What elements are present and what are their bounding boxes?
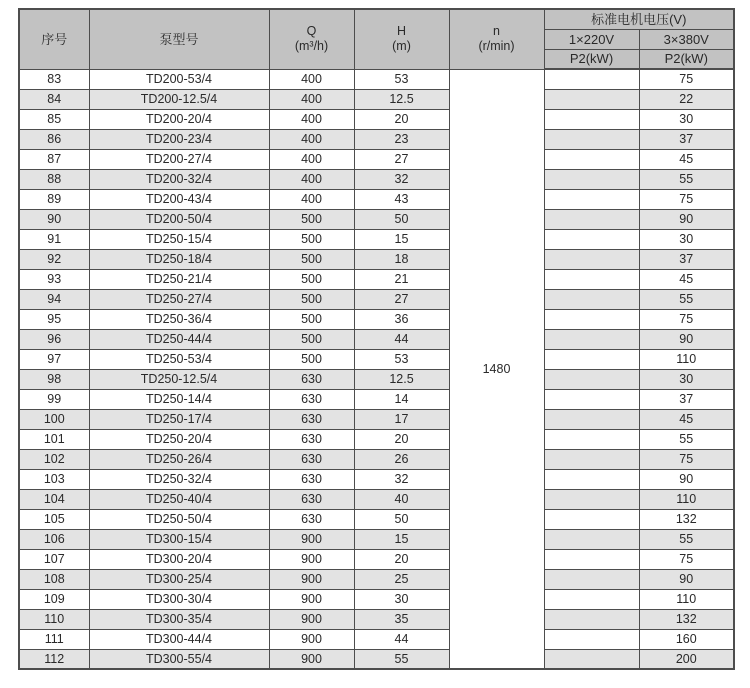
cell-serial: 95 <box>19 309 89 329</box>
cell-serial: 108 <box>19 569 89 589</box>
col-header-p2-380: P2(kW) <box>639 49 734 69</box>
table-row <box>19 169 734 189</box>
cell-q: 500 <box>269 329 354 349</box>
cell-q: 630 <box>269 449 354 469</box>
col-header-380v: 3×380V <box>639 29 734 49</box>
cell-serial: 90 <box>19 209 89 229</box>
cell-model: TD250-53/4 <box>89 349 269 369</box>
cell-q: 400 <box>269 89 354 109</box>
cell-p2-220 <box>544 569 639 589</box>
cell-n-shared: 1480 <box>449 69 544 669</box>
cell-p2-380: 37 <box>639 129 734 149</box>
cell-p2-220 <box>544 169 639 189</box>
cell-p2-220 <box>544 589 639 609</box>
cell-model: TD250-44/4 <box>89 329 269 349</box>
cell-p2-220 <box>544 269 639 289</box>
cell-h: 32 <box>354 169 449 189</box>
table-row <box>19 429 734 449</box>
cell-serial: 112 <box>19 649 89 669</box>
cell-q: 500 <box>269 289 354 309</box>
cell-model: TD200-43/4 <box>89 189 269 209</box>
table-row <box>19 549 734 569</box>
cell-q: 900 <box>269 629 354 649</box>
cell-model: TD250-15/4 <box>89 229 269 249</box>
cell-serial: 92 <box>19 249 89 269</box>
cell-q: 900 <box>269 549 354 569</box>
cell-q: 400 <box>269 129 354 149</box>
table-row <box>19 189 734 209</box>
cell-model: TD250-36/4 <box>89 309 269 329</box>
cell-model: TD250-14/4 <box>89 389 269 409</box>
cell-p2-380: 200 <box>639 649 734 669</box>
cell-q: 400 <box>269 189 354 209</box>
cell-q: 630 <box>269 409 354 429</box>
cell-q: 900 <box>269 649 354 669</box>
n-symbol: n <box>493 24 500 39</box>
cell-model: TD300-30/4 <box>89 589 269 609</box>
cell-h: 25 <box>354 569 449 589</box>
table-row <box>19 309 734 329</box>
cell-p2-220 <box>544 529 639 549</box>
cell-h: 35 <box>354 609 449 629</box>
table-row <box>19 649 734 669</box>
cell-serial: 97 <box>19 349 89 369</box>
cell-p2-380: 37 <box>639 389 734 409</box>
n-unit: (r/min) <box>478 39 515 54</box>
cell-p2-220 <box>544 449 639 469</box>
cell-q: 630 <box>269 429 354 449</box>
cell-model: TD200-12.5/4 <box>89 89 269 109</box>
cell-q: 630 <box>269 369 354 389</box>
table-row <box>19 449 734 469</box>
cell-p2-380: 30 <box>639 369 734 389</box>
cell-p2-220 <box>544 429 639 449</box>
cell-serial: 102 <box>19 449 89 469</box>
cell-h: 12.5 <box>354 369 449 389</box>
cell-serial: 103 <box>19 469 89 489</box>
table-row <box>19 269 734 289</box>
cell-model: TD200-50/4 <box>89 209 269 229</box>
cell-p2-220 <box>544 289 639 309</box>
cell-h: 20 <box>354 549 449 569</box>
h-unit: (m) <box>392 39 411 54</box>
table-row <box>19 249 734 269</box>
cell-p2-380: 160 <box>639 629 734 649</box>
cell-model: TD300-15/4 <box>89 529 269 549</box>
cell-serial: 84 <box>19 89 89 109</box>
table-row <box>19 529 734 549</box>
cell-p2-380: 22 <box>639 89 734 109</box>
cell-q: 630 <box>269 509 354 529</box>
cell-p2-380: 90 <box>639 329 734 349</box>
cell-p2-220 <box>544 129 639 149</box>
cell-p2-220 <box>544 249 639 269</box>
h-symbol: H <box>396 24 407 39</box>
cell-serial: 93 <box>19 269 89 289</box>
cell-model: TD200-32/4 <box>89 169 269 189</box>
cell-serial: 110 <box>19 609 89 629</box>
q-symbol: Q <box>306 24 317 39</box>
cell-q: 630 <box>269 389 354 409</box>
cell-serial: 104 <box>19 489 89 509</box>
cell-p2-380: 55 <box>639 289 734 309</box>
cell-p2-380: 45 <box>639 269 734 289</box>
cell-q: 400 <box>269 69 354 89</box>
table-row <box>19 89 734 109</box>
cell-p2-220 <box>544 149 639 169</box>
table-row <box>19 149 734 169</box>
cell-p2-220 <box>544 649 639 669</box>
cell-p2-380: 30 <box>639 229 734 249</box>
cell-h: 32 <box>354 469 449 489</box>
col-header-p2-220: P2(kW) <box>544 49 639 69</box>
cell-p2-220 <box>544 69 639 89</box>
cell-p2-380: 110 <box>639 589 734 609</box>
table-row <box>19 509 734 529</box>
cell-serial: 89 <box>19 189 89 209</box>
cell-model: TD200-27/4 <box>89 149 269 169</box>
cell-p2-220 <box>544 489 639 509</box>
table-row <box>19 629 734 649</box>
cell-model: TD300-35/4 <box>89 609 269 629</box>
cell-p2-220 <box>544 509 639 529</box>
cell-h: 27 <box>354 289 449 309</box>
col-header-220v: 1×220V <box>544 29 639 49</box>
cell-p2-380: 45 <box>639 409 734 429</box>
col-header-h <box>354 9 449 69</box>
cell-q: 630 <box>269 489 354 509</box>
cell-model: TD200-20/4 <box>89 109 269 129</box>
cell-p2-380: 90 <box>639 209 734 229</box>
cell-model: TD250-20/4 <box>89 429 269 449</box>
cell-p2-380: 110 <box>639 489 734 509</box>
cell-serial: 94 <box>19 289 89 309</box>
cell-h: 40 <box>354 489 449 509</box>
col-header-model: 泵型号 <box>89 9 269 69</box>
table-row <box>19 609 734 629</box>
cell-model: TD250-21/4 <box>89 269 269 289</box>
cell-h: 21 <box>354 269 449 289</box>
cell-model: TD250-17/4 <box>89 409 269 429</box>
table-header <box>19 9 734 69</box>
cell-q: 500 <box>269 249 354 269</box>
cell-h: 15 <box>354 529 449 549</box>
table-row <box>19 349 734 369</box>
cell-h: 17 <box>354 409 449 429</box>
q-unit: (m³/h) <box>294 39 329 54</box>
cell-serial: 99 <box>19 389 89 409</box>
cell-q: 400 <box>269 169 354 189</box>
cell-p2-380: 75 <box>639 189 734 209</box>
cell-h: 14 <box>354 389 449 409</box>
cell-p2-380: 75 <box>639 309 734 329</box>
table-row <box>19 369 734 389</box>
cell-q: 900 <box>269 609 354 629</box>
cell-model: TD300-20/4 <box>89 549 269 569</box>
cell-h: 30 <box>354 589 449 609</box>
cell-p2-380: 110 <box>639 349 734 369</box>
cell-h: 12.5 <box>354 89 449 109</box>
cell-q: 400 <box>269 149 354 169</box>
cell-serial: 109 <box>19 589 89 609</box>
col-header-voltage-group: 标准电机电压(V) <box>544 9 734 29</box>
table-row <box>19 489 734 509</box>
cell-p2-220 <box>544 469 639 489</box>
cell-h: 27 <box>354 149 449 169</box>
cell-h: 50 <box>354 209 449 229</box>
cell-serial: 100 <box>19 409 89 429</box>
cell-serial: 101 <box>19 429 89 449</box>
cell-serial: 91 <box>19 229 89 249</box>
cell-serial: 107 <box>19 549 89 569</box>
col-header-n <box>449 9 544 69</box>
table-row <box>19 389 734 409</box>
table-row <box>19 469 734 489</box>
cell-h: 44 <box>354 629 449 649</box>
table-row <box>19 229 734 249</box>
cell-serial: 111 <box>19 629 89 649</box>
cell-q: 630 <box>269 469 354 489</box>
cell-p2-380: 45 <box>639 149 734 169</box>
cell-p2-380: 90 <box>639 469 734 489</box>
cell-model: TD250-32/4 <box>89 469 269 489</box>
cell-model: TD300-25/4 <box>89 569 269 589</box>
cell-p2-220 <box>544 409 639 429</box>
cell-serial: 86 <box>19 129 89 149</box>
cell-h: 43 <box>354 189 449 209</box>
table-row <box>19 329 734 349</box>
cell-p2-380: 37 <box>639 249 734 269</box>
cell-h: 53 <box>354 349 449 369</box>
cell-q: 400 <box>269 109 354 129</box>
cell-h: 23 <box>354 129 449 149</box>
cell-model: TD200-23/4 <box>89 129 269 149</box>
cell-h: 26 <box>354 449 449 469</box>
cell-p2-380: 132 <box>639 609 734 629</box>
cell-model: TD250-26/4 <box>89 449 269 469</box>
cell-model: TD300-55/4 <box>89 649 269 669</box>
cell-q: 500 <box>269 349 354 369</box>
cell-p2-220 <box>544 629 639 649</box>
cell-model: TD250-27/4 <box>89 289 269 309</box>
cell-p2-220 <box>544 329 639 349</box>
cell-model: TD200-53/4 <box>89 69 269 89</box>
table-body <box>19 69 734 669</box>
cell-p2-380: 75 <box>639 449 734 469</box>
cell-h: 53 <box>354 69 449 89</box>
cell-p2-220 <box>544 309 639 329</box>
cell-serial: 96 <box>19 329 89 349</box>
table-row <box>19 569 734 589</box>
cell-p2-220 <box>544 229 639 249</box>
pump-spec-table <box>18 8 735 670</box>
table-row <box>19 109 734 129</box>
table-row <box>19 129 734 149</box>
cell-p2-220 <box>544 389 639 409</box>
cell-p2-380: 55 <box>639 169 734 189</box>
cell-p2-220 <box>544 369 639 389</box>
cell-h: 36 <box>354 309 449 329</box>
cell-p2-220 <box>544 549 639 569</box>
cell-p2-380: 132 <box>639 509 734 529</box>
cell-serial: 106 <box>19 529 89 549</box>
table-row <box>19 409 734 429</box>
col-header-q <box>269 9 354 69</box>
cell-serial: 105 <box>19 509 89 529</box>
cell-p2-380: 90 <box>639 569 734 589</box>
cell-serial: 98 <box>19 369 89 389</box>
cell-serial: 85 <box>19 109 89 129</box>
cell-p2-220 <box>544 209 639 229</box>
cell-h: 15 <box>354 229 449 249</box>
cell-model: TD250-12.5/4 <box>89 369 269 389</box>
cell-serial: 87 <box>19 149 89 169</box>
cell-p2-220 <box>544 189 639 209</box>
cell-p2-220 <box>544 349 639 369</box>
cell-serial: 83 <box>19 69 89 89</box>
cell-q: 900 <box>269 529 354 549</box>
cell-p2-380: 55 <box>639 429 734 449</box>
cell-p2-380: 30 <box>639 109 734 129</box>
cell-p2-220 <box>544 109 639 129</box>
table-row <box>19 69 734 89</box>
table-row <box>19 589 734 609</box>
cell-model: TD250-50/4 <box>89 509 269 529</box>
cell-q: 500 <box>269 229 354 249</box>
cell-model: TD250-18/4 <box>89 249 269 269</box>
cell-q: 500 <box>269 269 354 289</box>
cell-h: 55 <box>354 649 449 669</box>
cell-model: TD250-40/4 <box>89 489 269 509</box>
cell-q: 500 <box>269 209 354 229</box>
table-row <box>19 289 734 309</box>
cell-h: 20 <box>354 429 449 449</box>
cell-q: 900 <box>269 589 354 609</box>
cell-q: 500 <box>269 309 354 329</box>
cell-h: 50 <box>354 509 449 529</box>
cell-h: 20 <box>354 109 449 129</box>
cell-p2-220 <box>544 609 639 629</box>
cell-serial: 88 <box>19 169 89 189</box>
table-row <box>19 209 734 229</box>
cell-h: 18 <box>354 249 449 269</box>
cell-model: TD300-44/4 <box>89 629 269 649</box>
cell-h: 44 <box>354 329 449 349</box>
cell-q: 900 <box>269 569 354 589</box>
cell-p2-380: 75 <box>639 69 734 89</box>
cell-p2-380: 55 <box>639 529 734 549</box>
cell-p2-380: 75 <box>639 549 734 569</box>
col-header-serial: 序号 <box>19 9 89 69</box>
cell-p2-220 <box>544 89 639 109</box>
